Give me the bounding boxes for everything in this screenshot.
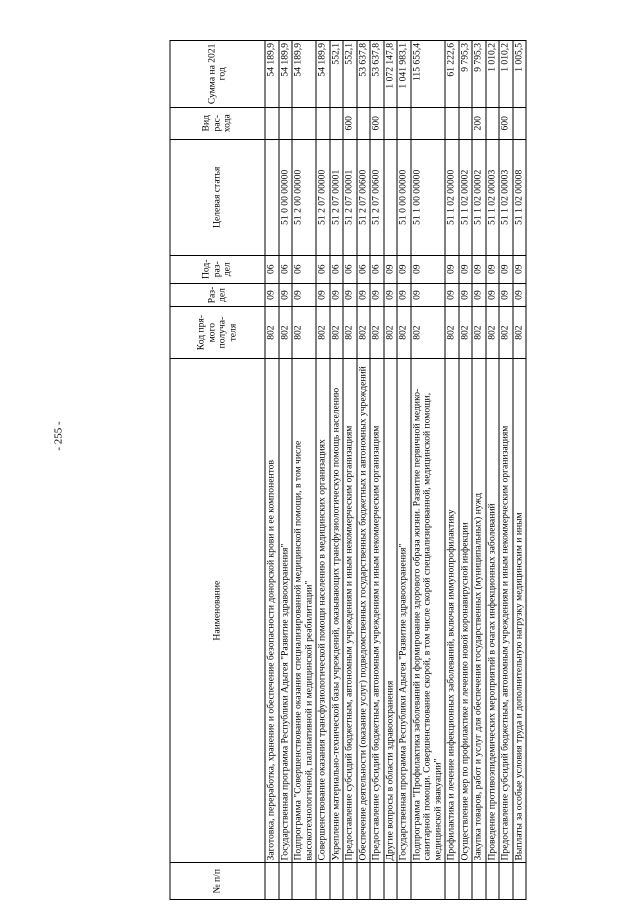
cell-razdel: 09 <box>411 283 446 307</box>
cell-podrazdel: 09 <box>459 255 473 283</box>
cell-name: Осуществление мер по профилактике и лечению новой коронавирусной инфекции <box>459 358 473 863</box>
cell-num <box>499 863 513 900</box>
cell-podrazdel: 09 <box>445 255 459 283</box>
cell-sum: 552,1 <box>330 41 344 108</box>
table-row <box>357 41 371 900</box>
table-row <box>499 41 513 900</box>
cell-num <box>265 863 279 900</box>
header-num: № п/п <box>170 863 265 900</box>
cell-target-article: 51 2 07 00001 <box>343 139 357 255</box>
table-row <box>472 41 486 900</box>
cell-name: Совершенствование оказания трансфузиологической помощи населению в медицинских организациях <box>316 358 330 863</box>
cell-name: Подпрограмма "Совершенствование оказания специализированной медицинской помощи, в том числе высокотехнологичной, паллиативной и медицинской реабилитации" <box>292 358 316 863</box>
table-row <box>316 41 330 900</box>
cell-code: 802 <box>316 307 330 359</box>
header-razdel: Раз- дел <box>170 283 265 307</box>
cell-expense-type <box>316 107 330 139</box>
cell-name: Заготовка, переработка, хранение и обеспечение безопасности донорской крови и ее компонентов <box>265 358 279 863</box>
table-row <box>265 41 279 900</box>
cell-razdel: 09 <box>472 283 486 307</box>
cell-podrazdel: 06 <box>292 255 316 283</box>
cell-target-article: 51 1 02 00002 <box>459 139 473 255</box>
header-name: Наименование <box>170 358 265 863</box>
table-row <box>459 41 473 900</box>
cell-code: 802 <box>397 307 411 359</box>
cell-expense-type <box>445 107 459 139</box>
cell-razdel: 09 <box>292 283 316 307</box>
table-row <box>445 41 459 900</box>
cell-name: Обеспечение деятельности (оказание услуг) подведомственных государственных бюджетных и автономных учреждений <box>357 358 371 863</box>
cell-expense-type <box>486 107 500 139</box>
cell-razdel: 09 <box>445 283 459 307</box>
cell-razdel: 09 <box>459 283 473 307</box>
table-row <box>384 41 398 900</box>
cell-target-article: 51 0 00 00000 <box>397 139 411 255</box>
cell-name: Выплаты за особые условия труда и дополнительную нагрузку медицинским и иным <box>513 358 527 863</box>
cell-expense-type: 200 <box>472 107 486 139</box>
cell-sum: 54 189,9 <box>316 41 330 108</box>
cell-razdel: 09 <box>330 283 344 307</box>
cell-num <box>357 863 371 900</box>
cell-target-article: 51 1 02 00002 <box>472 139 486 255</box>
cell-code: 802 <box>472 307 486 359</box>
cell-razdel: 09 <box>357 283 371 307</box>
cell-sum: 9 795,3 <box>472 41 486 108</box>
cell-num <box>330 863 344 900</box>
cell-target-article: 51 1 02 00008 <box>513 139 527 255</box>
cell-name: Государственная программа Республики Адыгея "Развитие здравоохранения" <box>397 358 411 863</box>
cell-expense-type <box>265 107 279 139</box>
cell-code: 802 <box>370 307 384 359</box>
rotated-page-content <box>170 40 527 900</box>
cell-num <box>370 863 384 900</box>
cell-expense-type <box>330 107 344 139</box>
cell-sum: 54 189,9 <box>292 41 316 108</box>
cell-podrazdel: 06 <box>279 255 293 283</box>
cell-podrazdel: 06 <box>316 255 330 283</box>
cell-razdel: 09 <box>279 283 293 307</box>
cell-target-article: 51 2 00 00000 <box>292 139 316 255</box>
cell-name: Подпрограмма "Профилактика заболеваний и формирование здорового образа жизни. Развитие первичной медико-санитарной помощи. Совершенствование скорой, в том числе скорой специализированной, медицинской помощи, медицинской эвакуации" <box>411 358 446 863</box>
cell-expense-type: 600 <box>370 107 384 139</box>
cell-sum: 61 222,6 <box>445 41 459 108</box>
cell-sum: 1 041 983,1 <box>397 41 411 108</box>
cell-code: 802 <box>357 307 371 359</box>
cell-razdel: 09 <box>486 283 500 307</box>
table-row <box>486 41 500 900</box>
cell-target-article: 51 1 00 00000 <box>411 139 446 255</box>
cell-target-article: 51 2 07 00001 <box>330 139 344 255</box>
cell-code: 802 <box>265 307 279 359</box>
cell-razdel: 09 <box>513 283 527 307</box>
cell-num <box>513 863 527 900</box>
table-header-row <box>170 41 265 900</box>
table-row <box>397 41 411 900</box>
cell-target-article: 51 1 02 00003 <box>486 139 500 255</box>
cell-num <box>411 863 446 900</box>
cell-name: Проведение противоэпидемических мероприятий в очагах инфекционных заболеваний <box>486 358 500 863</box>
cell-expense-type <box>397 107 411 139</box>
cell-num <box>445 863 459 900</box>
cell-target-article: 51 2 07 00600 <box>357 139 371 255</box>
cell-name: Закупка товаров, работ и услуг для обеспечения государственных (муниципальных) нужд <box>472 358 486 863</box>
cell-podrazdel: 09 <box>472 255 486 283</box>
table-row <box>343 41 357 900</box>
header-podrazdel: Под- раз- дел <box>170 255 265 283</box>
cell-name: Профилактика и лечение инфекционных заболеваний, включая иммунопрофилактику <box>445 358 459 863</box>
cell-code: 802 <box>330 307 344 359</box>
cell-code: 802 <box>292 307 316 359</box>
cell-podrazdel: 09 <box>513 255 527 283</box>
cell-name: Другие вопросы в области здравоохранения <box>384 358 398 863</box>
cell-name: Предоставление субсидий бюджетным, автономным учреждениям и иным некоммерческим организациям <box>499 358 513 863</box>
table-row <box>411 41 446 900</box>
page-number: - 255 - <box>52 421 65 451</box>
cell-podrazdel: 06 <box>330 255 344 283</box>
cell-razdel: 09 <box>343 283 357 307</box>
cell-target-article <box>384 139 398 255</box>
cell-target-article <box>265 139 279 255</box>
cell-code: 802 <box>384 307 398 359</box>
cell-name: Государственная программа Республики Адыгея "Развитие здравоохранения" <box>279 358 293 863</box>
cell-code: 802 <box>411 307 446 359</box>
cell-target-article: 51 0 00 00000 <box>279 139 293 255</box>
cell-num <box>472 863 486 900</box>
cell-expense-type <box>384 107 398 139</box>
cell-code: 802 <box>445 307 459 359</box>
cell-podrazdel: 09 <box>486 255 500 283</box>
header-code: Код пря- мого получа- теля <box>170 307 265 359</box>
cell-sum: 552,1 <box>343 41 357 108</box>
cell-name: Предоставление субсидий бюджетным, автономным учреждениям и иным некоммерческим организациям <box>370 358 384 863</box>
cell-expense-type <box>459 107 473 139</box>
table-row <box>513 41 527 900</box>
cell-num <box>316 863 330 900</box>
cell-sum: 54 189,9 <box>279 41 293 108</box>
cell-podrazdel: 06 <box>265 255 279 283</box>
cell-target-article: 51 2 07 00000 <box>316 139 330 255</box>
table-row <box>292 41 316 900</box>
cell-code: 802 <box>499 307 513 359</box>
cell-num <box>384 863 398 900</box>
cell-podrazdel: 06 <box>357 255 371 283</box>
cell-expense-type <box>357 107 371 139</box>
cell-podrazdel: 09 <box>499 255 513 283</box>
cell-sum: 53 637,8 <box>370 41 384 108</box>
cell-num <box>343 863 357 900</box>
cell-expense-type <box>513 107 527 139</box>
cell-num <box>397 863 411 900</box>
cell-num <box>459 863 473 900</box>
cell-razdel: 09 <box>397 283 411 307</box>
cell-name: Предоставление субсидий бюджетным, автономным учреждениям и иным некоммерческим организациям <box>343 358 357 863</box>
table-row <box>330 41 344 900</box>
cell-expense-type: 600 <box>499 107 513 139</box>
cell-expense-type: 600 <box>343 107 357 139</box>
cell-target-article: 51 2 07 00600 <box>370 139 384 255</box>
cell-code: 802 <box>343 307 357 359</box>
cell-razdel: 09 <box>384 283 398 307</box>
cell-code: 802 <box>486 307 500 359</box>
cell-podrazdel: 06 <box>370 255 384 283</box>
header-sum: Сумма на 2021 год <box>170 41 265 108</box>
cell-sum: 1 005,5 <box>513 41 527 108</box>
cell-podrazdel: 09 <box>397 255 411 283</box>
table-row <box>370 41 384 900</box>
cell-podrazdel: 09 <box>411 255 446 283</box>
cell-podrazdel: 09 <box>384 255 398 283</box>
cell-razdel: 09 <box>499 283 513 307</box>
cell-sum: 9 795,3 <box>459 41 473 108</box>
cell-target-article: 51 1 02 00000 <box>445 139 459 255</box>
cell-sum: 115 655,4 <box>411 41 446 108</box>
header-expense-type: Вид рас- хода <box>170 107 265 139</box>
header-target-article: Целевая статья <box>170 139 265 255</box>
cell-target-article: 51 1 02 00003 <box>499 139 513 255</box>
cell-code: 802 <box>459 307 473 359</box>
cell-sum: 54 189,9 <box>265 41 279 108</box>
cell-sum: 1 010,2 <box>499 41 513 108</box>
cell-num <box>486 863 500 900</box>
cell-sum: 1 010,2 <box>486 41 500 108</box>
cell-podrazdel: 06 <box>343 255 357 283</box>
cell-num <box>292 863 316 900</box>
cell-expense-type <box>411 107 446 139</box>
cell-expense-type <box>279 107 293 139</box>
cell-name: Укрепление материально-технической базы учреждений, оказывающих трансфузиологическую помощь населению <box>330 358 344 863</box>
cell-code: 802 <box>279 307 293 359</box>
cell-sum: 1 072 147,8 <box>384 41 398 108</box>
cell-razdel: 09 <box>370 283 384 307</box>
cell-sum: 53 637,8 <box>357 41 371 108</box>
cell-expense-type <box>292 107 316 139</box>
cell-razdel: 09 <box>265 283 279 307</box>
cell-razdel: 09 <box>316 283 330 307</box>
budget-table <box>170 40 527 900</box>
table-row <box>279 41 293 900</box>
cell-code: 802 <box>513 307 527 359</box>
cell-num <box>279 863 293 900</box>
